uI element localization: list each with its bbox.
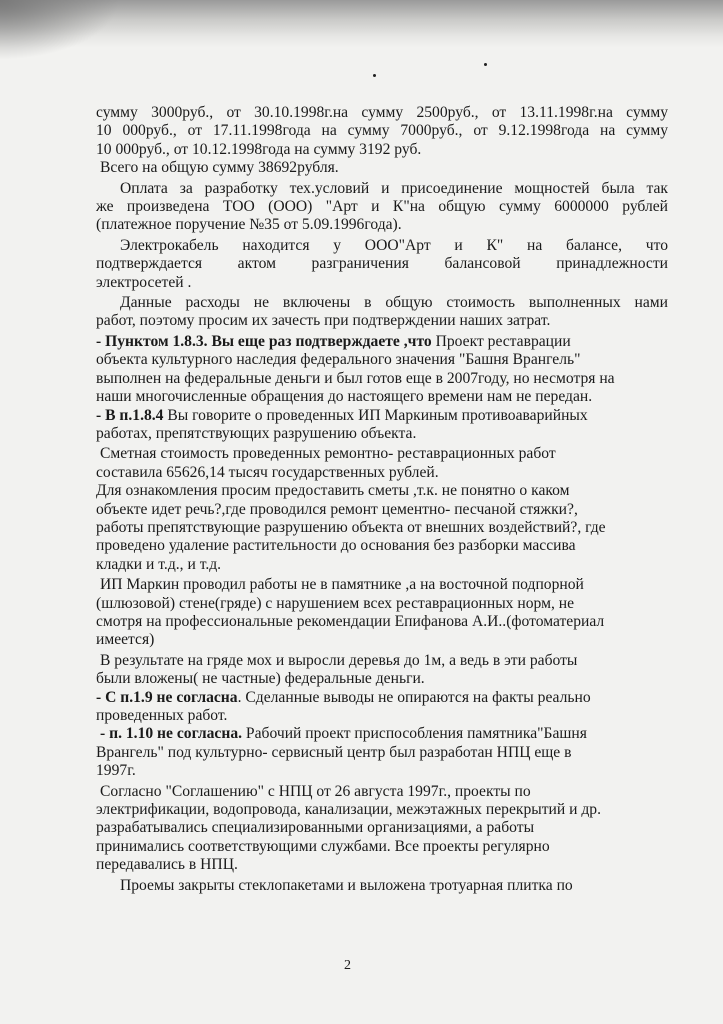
text-line: работах, препятствующих разрушению объекта. [96, 424, 417, 442]
text-line: Всего на общую сумму 38692рубля. [100, 159, 339, 177]
text-line [96, 407, 668, 425]
text-line: подтверждается актом разграничения балансовой принадлежности [96, 255, 668, 273]
text-line: (шлюзовой) стене(гряде) с нарушением всех реставрационных норм, не [96, 594, 575, 612]
text-line: Согласно "Соглашению" с НПЦ от 26 августа 1997г., проекты по [100, 782, 531, 800]
text-line: (платежное поручение №35 от 5.09.1996года). [96, 216, 402, 234]
text-line: работ, поэтому просим их зачесть при подтверждении наших затрат. [96, 312, 551, 330]
bold-heading: - п. 1.10 не согласна. [100, 725, 243, 743]
text-line: передавались в НПЦ. [96, 856, 238, 874]
bold-heading: - В п.1.8.4 [96, 406, 164, 424]
text-line: смотря на профессиональные рекомендации Епифанова А.И..(фотоматериал [96, 612, 605, 630]
text-line: составила 65626,14 тысяч государственных рублей. [96, 463, 439, 481]
speck [484, 63, 487, 66]
text-line: кладки и т.д., и т.д. [96, 555, 222, 573]
scan-corner [0, 0, 120, 60]
bold-heading: - Пунктом 1.8.3. Вы еще раз подтверждаете ,что [96, 332, 432, 350]
bold-heading: - С п.1.9 не согласна [96, 688, 238, 706]
text-line: Данные расходы не включены в общую стоимость выполненных нами [120, 294, 668, 312]
text-line: электросетей . [96, 273, 192, 291]
text-line: Сметная стоимость проведенных ремонтно- реставрационных работ [100, 445, 556, 463]
text-line: объекте идет речь?,где проводился ремонт цементно- песчаной стяжки?, [96, 500, 578, 518]
text-line: работы препятствующие разрушению объекта от внешних воздействий?, где [96, 518, 606, 536]
text-line: разрабатывались специализированными организациями, а работы [96, 819, 535, 837]
text-line: были вложены( не частные) федеральные деньги. [96, 670, 425, 688]
text-line: В результате на гряде мох и выросли деревья до 1м, а ведь в эти работы [100, 651, 578, 669]
text-line: Оплата за разработку тех.условий и присоединение мощностей была так [120, 179, 668, 197]
document-page [96, 104, 668, 895]
text-line [96, 689, 668, 707]
text-fragment: . Сделанные выводы не опираются на факты реально [237, 688, 591, 706]
page-number: 2 [344, 958, 351, 973]
text-line: Проемы закрыты стеклопакетами и выложена тротуарная плитка по [120, 876, 573, 894]
text-line: же произведена ТОО (ООО) "Арт и К"на общую сумму 6000000 рублей [96, 198, 668, 216]
text-line: 10 000руб., от 10.12.1998года на сумму 3192 руб. [96, 140, 422, 158]
text-line: 1997г. [96, 762, 136, 780]
text-line: ИП Маркин проводил работы не в памятнике ,а на восточной подпорной [100, 576, 584, 594]
text-line: проведенных работ. [96, 707, 228, 724]
text-line: сумму 3000руб., от 30.10.1998г.на сумму 2500руб., от 13.11.1998г.на сумму [96, 104, 668, 121]
text-line [96, 333, 668, 351]
text-line: Для ознакомления просим предоставить сметы ,т.к. не понятно о каком [96, 482, 570, 500]
text-line: электрификации, водопровода, канализации, межэтажных перекрытий и др. [96, 801, 601, 819]
text-fragment: Рабочий проект приспособления памятника"Башня [242, 725, 587, 743]
speck [373, 74, 376, 77]
text-line: объекта культурного наследия федерального значения "Башня Врангель" [96, 351, 581, 369]
text-fragment: Проект реставрации [431, 332, 571, 350]
text-line: принимались соответствующими службами. Все проекты регулярно [96, 837, 550, 855]
text-line: наши многочисленные обращения до настоящего времени нам не передан. [96, 388, 593, 406]
text-line: Врангель" под культурно- сервисный центр был разработан НПЦ еще в [96, 743, 572, 761]
text-line: 10 000руб., от 17.11.1998года на сумму 7000руб., от 9.12.1998года на сумму [96, 122, 668, 140]
text-line: выполнен на федеральные деньги и был готов еще в 2007году, но несмотря на [96, 369, 615, 387]
text-fragment: Вы говорите о проведенных ИП Маркиным противоаварийных [163, 406, 588, 424]
text-line: Электрокабель находится у ООО"Арт и К" на балансе, что [120, 236, 668, 254]
text-line: проведено удаление растительности до основания без разборки массива [96, 537, 576, 555]
text-line [96, 725, 668, 743]
text-line: имеется) [96, 631, 155, 649]
